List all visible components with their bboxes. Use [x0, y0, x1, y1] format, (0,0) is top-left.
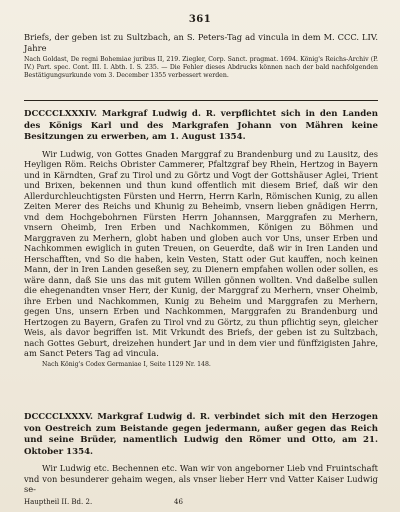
document-984-source: Nach König's Codex Germaniae I, Seite 1129 Nr. 148. [42, 360, 211, 368]
document-985-heading: DCCCCLXXXV. Markgraf Ludwig d. R. verbindet sich mit den Herzogen von Oestreich zum Beistande gegen jedermann, außer gegen das Reich und seine Brüder, namentlich Ludwig den Römer und Otto, am 21. Oktober 1354. [24, 412, 378, 457]
page-number: 361 [188, 14, 212, 25]
footer-volume: Hauptheil II. Bd. 2. [24, 498, 93, 506]
intro-note: Nach Goldast, De regni Bohemiae juribus II, 219. Ziegler, Corp. Sanct. pragmat. 1694. König's Reichs-Archiv (P. IV.) Part. spec. Cont. III. I. Abth. I. S. 235. — Die Fehler dieses Abdrucks können nach der bald nachfolgenden Bestätigungsurkunde vom 3. December 1355 verbessert werden. [24, 56, 378, 80]
document-984-heading: DCCCCLXXXIV. Markgraf Ludwig d. R. verpflichtet sich in den Landen des Königs Karl und des Markgrafen Johann von Mähren keine Besitzungen zu erwerben, am 1. August 1354. [24, 109, 378, 142]
page-footer [24, 498, 378, 506]
footer-signature: 46 [174, 498, 183, 506]
document-984 [24, 109, 378, 369]
intro-text: Briefs, der geben ist zu Sultzbach, an S. Peters-Tag ad vincula in dem M. CCC. LIV. Jahre [24, 32, 378, 53]
section-divider [24, 100, 378, 101]
document-985 [24, 412, 378, 495]
intro-section [24, 32, 378, 81]
document-985-body: Wir Ludwig etc. Bechennen etc. Wan wir von angeborner Lieb vnd Fruintschaft vnd von besunderer gehaim wegen, als vnser lieber Herr vnd Vatter Kaiser Ludwig se- [24, 463, 378, 494]
document-984-body: Wir Ludwig, von Gottes Gnaden Marggraf zu Brandenburg und zu Lausitz, des Heyligen Röm. Reichs Obrister Cammerer, Pfaltzgraf bey Rhein, Hertzog in Bayern und in Kärndten, Graf zu Tirol und zu Görtz und Vogt der Gottshäuser Aglei, Trient und Brixen, bekennen und thun kund offentlich mit diesem Brief, daß wir den Allerdurchleuchtigsten Fürsten und Herrn, Herrn Karln, Römischen Kunig, zu allen Zeiten Merer des Reichs und Khunig zu Beheimb, vnsern lieben gnädigen Herrn, vnd dem Hochgebohrnen Fürsten Herrn Johannsen, Marggrafen zu Merhern, vnsern Oheimb, Iren Erben und Nachkommen, Königen zu Böhmen und Marggraven zu Merhern, globt haben und globen auch vor Uns, unser Erben und Nachkommen ewiglich in guten Treuen, on Geuerdte, daß wir in Iren Landen und Herschafften, vnd So die haben, kein Vesten, Statt oder Gut kauffen, noch keinen Mann, der in Iren Landen geseßen sey, zu Dienern empfahen wollen oder sollen, es wäre dann, daß Sie uns das mit gutem Willen gönnen wollten. Vnd daßelbe sullen die ehegenandten vnser Herr, der Kunig, der Marggraf zu Merhern, vnser Oheimb, ihre Erben und Nachkommen, Kunig zu Beheim und Marggrafen zu Merhern, gegen Uns, unsern Erben und Nachkommen, Marggrafen zu Brandenburg und Hertzogen zu Bayern, Grafen zu Tirol vnd zu Görtz, zu thun pflichtig seyn, gleicher Weis, als davor begriffen ist. Mit Vrkundt des Briefs, der geben ist zu Sultzbach, nach Gottes Geburt, dreizehen hundert Jar und in dem vier und fünffzigisten Jahre, am Sanct Peters Tag ad vincula. [24, 148, 378, 358]
